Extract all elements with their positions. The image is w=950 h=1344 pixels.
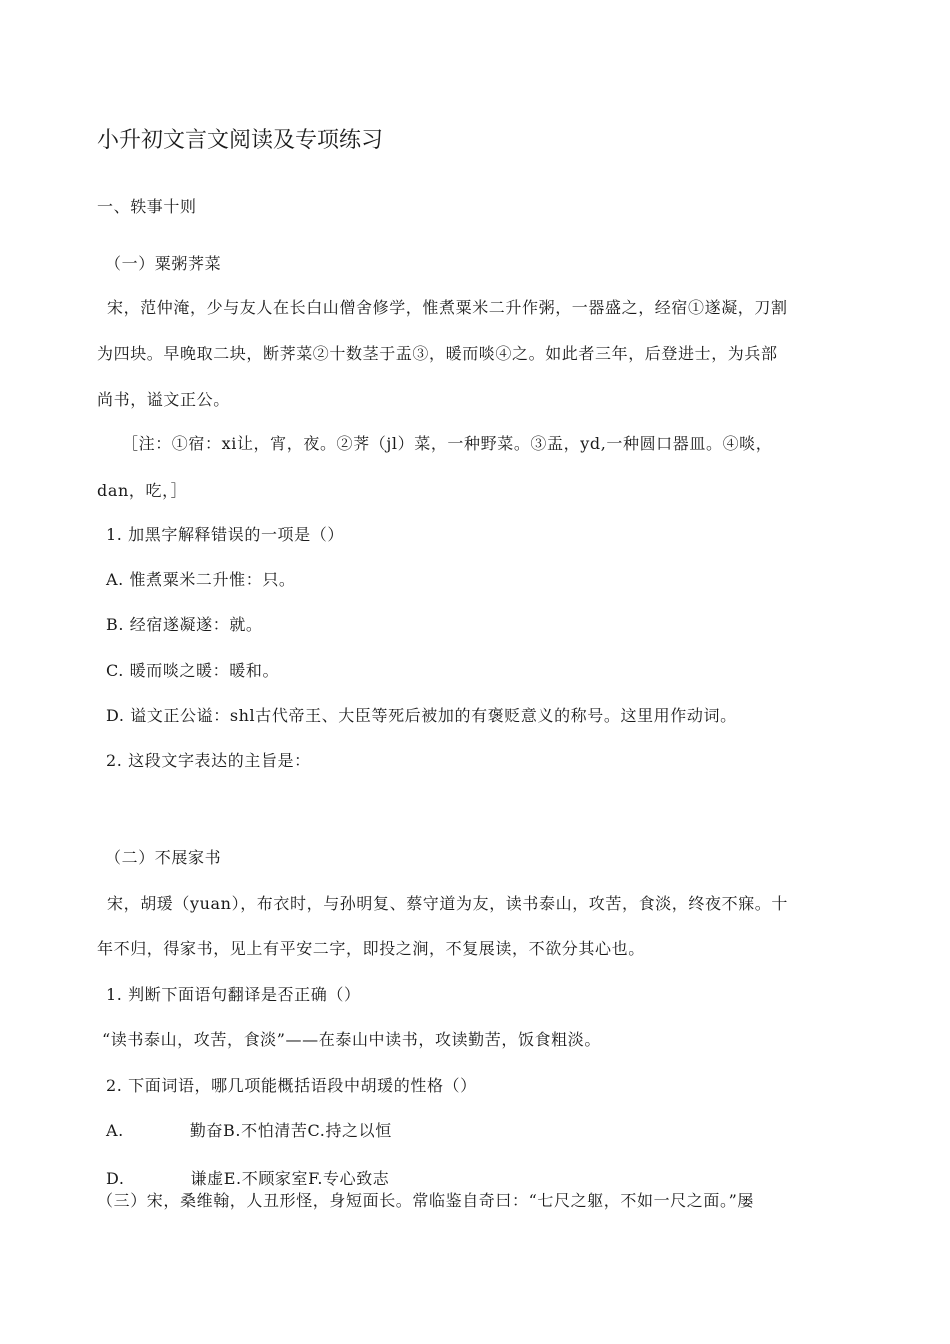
story3-text-line: （三）宋，桑维翰，人丑形怪，身短面长。常临鉴自奇曰：“七尺之躯，不如一尺之面。”屡 <box>97 1191 754 1210</box>
story2-text-line-1: 宋，胡瑗（yuan），布衣时，与孙明复、蔡守道为友，读书泰山，攻苦，食淡，终夜不寐。十 <box>107 894 788 913</box>
story1-question-2: 2. 这段文字表达的主旨是： <box>106 751 311 770</box>
option-text: 勤奋B.不怕清苦C.持之以恒 <box>189 1121 392 1140</box>
story1-question-1: 1. 加黑字解释错误的一项是（） <box>106 525 344 544</box>
story2-question-1-sentence: “读书泰山，攻苦，食淡”——在泰山中读书，攻读勤苦，饭食粗淡。 <box>102 1030 601 1049</box>
story2-option-row-1 <box>106 1123 392 1139</box>
section-heading: 一、轶事十则 <box>97 197 197 216</box>
story1-option-d: D. 谥文正公谥：shl古代帝王、大臣等死后被加的有褒贬意义的称号。这里用作动词。 <box>106 706 737 725</box>
story2-question-1: 1. 判断下面语句翻译是否正确（） <box>106 985 361 1004</box>
story2-text-line-2: 年不归，得家书，见上有平安二字，即投之涧，不复展读，不欲分其心也。 <box>97 939 645 958</box>
story1-option-a: A. 惟煮粟米二升惟：只。 <box>106 570 296 589</box>
option-label: A. <box>106 1121 124 1140</box>
story1-option-b: B. 经宿遂凝遂：就。 <box>106 615 263 634</box>
option-text: 谦虚E.不顾家室F.专心致志 <box>190 1169 390 1188</box>
story1-note-line-1: ［注：①宿：xi让，宵，夜。②荠（jl）菜，一种野菜。③盂，yd,一种圆口器皿。④啖， <box>122 434 773 453</box>
story1-text-line-2: 为四块。早晚取二块，断荠菜②十数茎于盂③，暖而啖④之。如此者三年，后登进士，为兵部 <box>97 344 778 363</box>
story2-option-row-2 <box>106 1171 389 1187</box>
story2-heading: （二）不展家书 <box>105 848 222 867</box>
story1-text-line-3: 尚书，谥文正公。 <box>97 390 230 409</box>
page-title: 小升初文言文阅读及专项练习 <box>97 128 384 153</box>
story1-heading: （一）粟粥荠菜 <box>105 254 222 273</box>
story2-question-2: 2. 下面词语，哪几项能概括语段中胡瑗的性格（） <box>106 1076 477 1095</box>
story1-option-c: C. 暖而啖之暖：暖和。 <box>106 661 280 680</box>
option-label: D. <box>106 1169 125 1188</box>
story1-note-line-2: dan，吃，］ <box>97 481 188 500</box>
story1-text-line-1: 宋，范仲淹，少与友人在长白山僧舍修学，惟煮粟米二升作粥，一器盛之，经宿①遂凝，刀割 <box>107 298 788 317</box>
